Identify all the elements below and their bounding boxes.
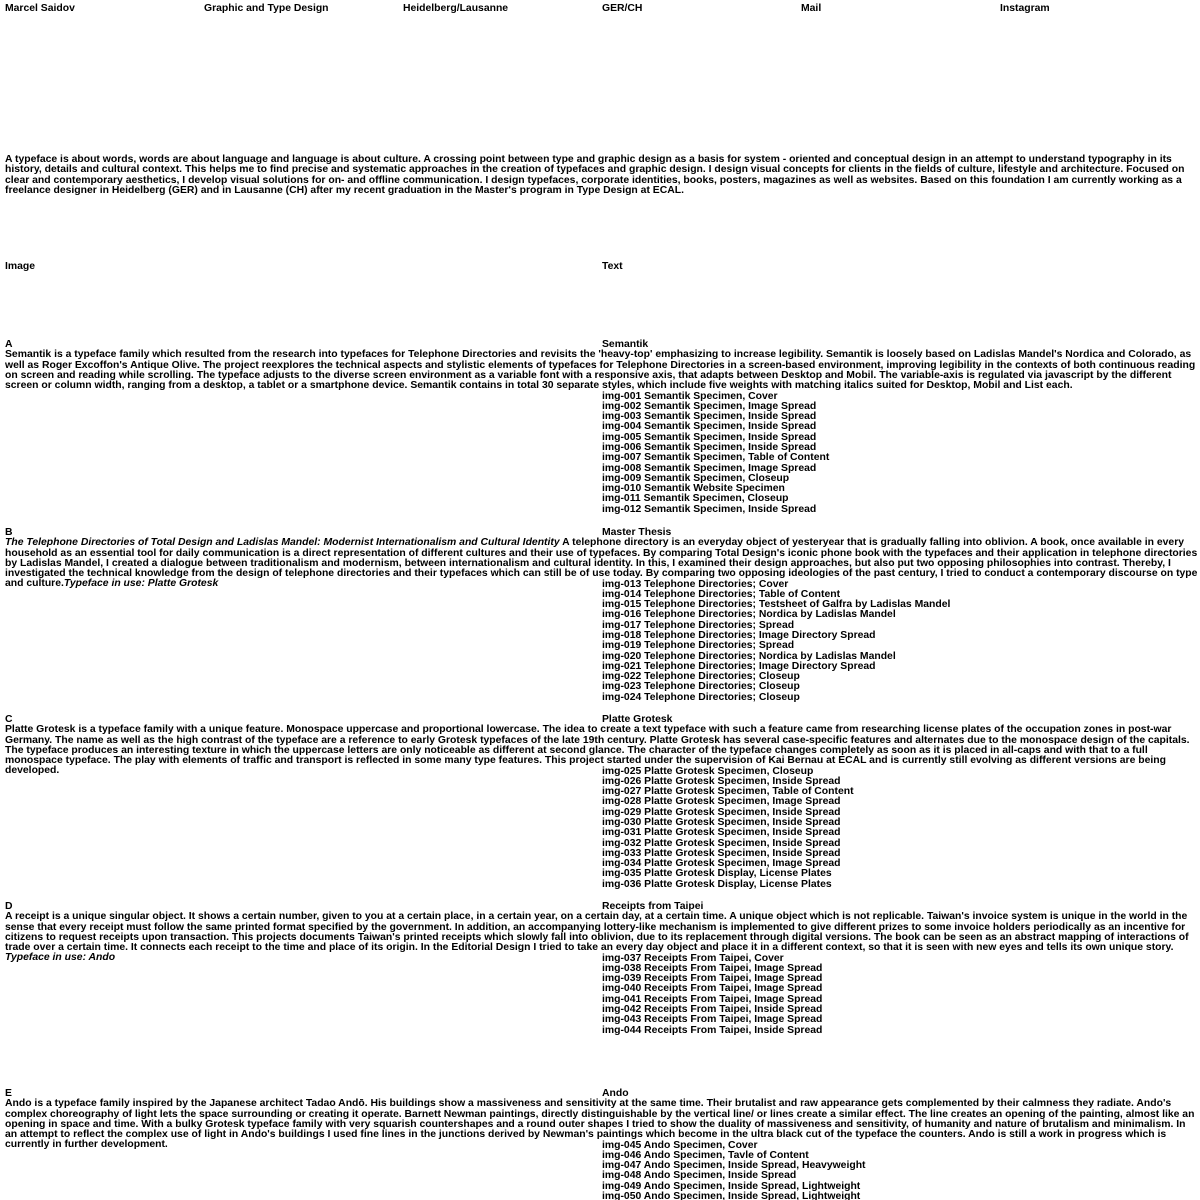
image-list-item[interactable]: img-037 Receipts From Taipei, Cover (602, 952, 784, 964)
image-list-item[interactable]: img-034 Platte Grotesk Specimen, Image Spread (602, 858, 841, 870)
image-list-item[interactable]: img-033 Platte Grotesk Specimen, Inside Spread (602, 847, 841, 859)
nav-cities: Heidelberg/Lausanne (403, 3, 509, 14)
project-title[interactable]: Receipts from Taipei (602, 901, 704, 912)
image-list-item[interactable]: img-041 Receipts From Taipei, Image Spread (602, 993, 823, 1005)
image-list-item[interactable]: img-003 Semantik Specimen, Inside Spread (602, 411, 817, 423)
image-list-item[interactable]: img-045 Ando Specimen, Cover (602, 1139, 758, 1151)
project-description (5, 350, 1200, 391)
image-list-item[interactable]: img-027 Platte Grotesk Specimen, Table of Content (602, 786, 854, 798)
project-title[interactable]: Platte Grotesk (602, 714, 673, 725)
image-list-item[interactable]: img-010 Semantik Website Specimen (602, 483, 785, 495)
image-list-item[interactable]: img-009 Semantik Specimen, Closeup (602, 472, 790, 484)
project-title[interactable]: Ando (602, 1088, 629, 1099)
project-letter[interactable]: A (5, 339, 13, 350)
image-list-item[interactable]: img-019 Telephone Directories; Spread (602, 640, 795, 652)
typeface-note: Typeface in use: Ando (5, 952, 116, 964)
image-list-item[interactable]: img-007 Semantik Specimen, Table of Content (602, 452, 830, 464)
image-list-item[interactable]: img-042 Receipts From Taipei, Inside Spread (602, 1003, 823, 1015)
image-list-item[interactable]: img-025 Platte Grotesk Specimen, Closeup (602, 765, 814, 777)
image-list-item[interactable]: img-018 Telephone Directories; Image Directory Spread (602, 629, 876, 641)
image-list-item[interactable]: img-046 Ando Specimen, Tavle of Content (602, 1149, 809, 1161)
image-list-item[interactable]: img-044 Receipts From Taipei, Inside Spread (602, 1024, 823, 1036)
image-list-item[interactable]: img-048 Ando Specimen, Inside Spread (602, 1170, 797, 1182)
image-list (602, 1141, 866, 1200)
nav-name-link[interactable]: Marcel Saidov (5, 3, 75, 14)
image-list-item[interactable]: img-023 Telephone Directories; Closeup (602, 681, 800, 693)
image-list-item[interactable]: img-004 Semantik Specimen, Inside Spread (602, 421, 817, 433)
project-letter[interactable]: C (5, 714, 13, 725)
image-list-item[interactable]: img-031 Platte Grotesk Specimen, Inside Spread (602, 827, 841, 839)
image-list-item[interactable]: img-021 Telephone Directories; Image Directory Spread (602, 660, 876, 672)
image-list-item[interactable]: img-029 Platte Grotesk Specimen, Inside Spread (602, 806, 841, 818)
intro-text: A typeface is about words, words are about language and language is about culture. A crossing point between type and graphic design as a basis for system - oriented and conceptual design in an attempt to understand typography in its history, details and cultural context. This helps me to find precise and systematic approaches in the creation of typefaces and graphic design. I design visual concepts for clients in the fields of culture, lifestyle and architecture. Focused on clear and contemporary aesthetics, I develop visual solutions for on- and offline communication. I design typefaces, corporate identities, books, posters, magazines as well as websites. Based on this foundation I am currently working as a freelance designer in Heidelberg (GER) and in Lausanne (CH) after my recent graduation in the Master's program in Type Design at ECAL. (5, 154, 1185, 196)
image-list-item[interactable]: img-006 Semantik Specimen, Inside Spread (602, 441, 817, 453)
typeface-note: Typeface in use: Platte Grotesk (63, 578, 219, 590)
image-list-item[interactable]: img-035 Platte Grotesk Display, License Plates (602, 868, 832, 880)
nav-countries: GER/CH (602, 3, 643, 14)
image-list (602, 954, 822, 1036)
image-list-item[interactable]: img-050 Ando Specimen, Inside Spread, Lightweight (602, 1190, 861, 1200)
image-list-item[interactable]: img-047 Ando Specimen, Inside Spread, Heavyweight (602, 1160, 866, 1172)
image-list-item[interactable]: img-001 Semantik Specimen, Cover (602, 390, 778, 402)
image-list-item[interactable]: img-011 Semantik Specimen, Closeup (602, 493, 789, 505)
top-nav (5, 4, 1200, 16)
image-list (602, 767, 854, 891)
image-list-item[interactable]: img-016 Telephone Directories; Nordica by Ladislas Mandel (602, 609, 896, 621)
image-list-item[interactable]: img-026 Platte Grotesk Specimen, Inside Spread (602, 775, 841, 787)
image-list-item[interactable]: img-005 Semantik Specimen, Inside Spread (602, 431, 817, 443)
text-column-toggle[interactable]: Text (602, 261, 623, 272)
image-list-item[interactable]: img-012 Semantik Specimen, Inside Spread (602, 503, 817, 515)
image-list-item[interactable]: img-022 Telephone Directories; Closeup (602, 671, 800, 683)
image-list-item[interactable]: img-020 Telephone Directories; Nordica by Ladislas Mandel (602, 650, 896, 662)
image-list-item[interactable]: img-008 Semantik Specimen, Image Spread (602, 462, 817, 474)
nav-discipline: Graphic and Type Design (204, 3, 329, 14)
project-title[interactable]: Master Thesis (602, 527, 672, 538)
image-list-item[interactable]: img-030 Platte Grotesk Specimen, Inside Spread (602, 816, 841, 828)
image-list-item[interactable]: img-040 Receipts From Taipei, Image Spread (602, 983, 823, 995)
image-list (602, 580, 950, 704)
image-list (602, 392, 829, 516)
image-list-item[interactable]: img-039 Receipts From Taipei, Image Spread (602, 973, 823, 985)
image-list-item[interactable]: img-049 Ando Specimen, Inside Spread, Lightweight (602, 1180, 861, 1192)
image-list-item[interactable]: img-038 Receipts From Taipei, Image Spread (602, 962, 823, 974)
project-letter[interactable]: B (5, 527, 13, 538)
image-list-item[interactable]: img-043 Receipts From Taipei, Image Spread (602, 1014, 823, 1026)
image-list-item[interactable]: img-017 Telephone Directories; Spread (602, 619, 795, 631)
image-list-item[interactable]: img-015 Telephone Directories; Testsheet of Galfra by Ladislas Mandel (602, 599, 951, 611)
image-list-item[interactable]: img-032 Platte Grotesk Specimen, Inside Spread (602, 837, 841, 849)
project-body: Semantik is a typeface family which resulted from the research into typefaces for Telephone Directories and revisits the 'heavy-top' emphasizing to increase legibility. Semantik is loosely based on Ladislas Mandel's Nordica and Colorado, as well as Roger Excoffon's Antique Olive. The project reexplores the technical aspects and stylistic elements of typefaces for Telephone Directories in a screen-based environment, improving legibility in the contexts of both continuous reading on screen and reading while scrolling. The typeface adjusts to the diverse screen environment as a variable font with a responsive axis, that adapts between Desktop and Mobil. The variable-axis is regulated via javascript by the different screen or column width, ranging from a desktop, a tablet or a smartphone device. Semantik contains in total 30 separate styles, which include five weights with matching italics suited for Desktop, Mobil and List each. (5, 349, 1196, 392)
image-list-item[interactable]: img-013 Telephone Directories; Cover (602, 578, 789, 590)
image-list-item[interactable]: img-028 Platte Grotesk Specimen, Image Spread (602, 796, 841, 808)
project-body: A telephone directory is an everyday object of yesteryear that is gradually falling into oblivion. A book, once available in every household as an essential tool for daily communication is a direct representation of different cultures and their use of typefaces. By comparing Total Design's iconic phone book with the typefaces and their application in telephone directories by Ladislas Mandel, I created a dialogue between traditionalism and modernism, between internationalism and cultural identity. In this, I examined their design approaches, but also put two opposing philosophies into contrast. Thereby, I investigated the technical knowledge from the design of telephone directories and their typefaces which can still be of use today. By comparing two opposing ideologies of the past century, I tried to conduct a contemporary discourse on type and culture. (5, 537, 1198, 590)
project-body: Ando is a typeface family inspired by the Japanese architect Tadao Andō. His buildings show a massiveness and sensitivity at the same time. Their brutalist and raw appearance gets complemented by their calmness they radiate. Ando's complex choreography of light lets the space surrounding or creating it operate. Barnett Newman paintings, directly distinguishable by the vertical line/ or lines create a similar effect. The line creates an opening of the painting, almost like an opening in space and time. With a bulky Grotesk typeface family with very squarish countershapes and a round outer shapes I tried to show the duality of massiveness and sensitivity, of humanity and nature of brutalism and minimalism. In an attempt to reflect the complex use of light in Ando's buildings I used fine lines in the junctions derived by Newman's paintings which become in the ultra black cut of the typeface the counters. Ando is still a work in progress which is currently in further development. (5, 1098, 1195, 1151)
project-body: A receipt is a unique singular object. It shows a certain number, given to you at a certain place, in a certain year, on a certain day, at a certain time. A unique object which is not replicable. Taiwan's invoice system is unique in the world in the sense that every receipt must follow the same printed format specified by the government. In addition, an accompanying lottery-like mechanism is implemented to give different prizes to some invoice holders periodically as an incentive for citizens to request receipts upon transaction. This projects documents Taiwan's printed receipts which slowly fall into oblivion, due to its replacement through digital versions. The book can be seen as an abstract mapping of interactions of trade over a certain time. It connects each receipt to the time and place of its origin. In the Editorial Design I tried to take an every day object and place it in a different context, so that it is seen with new eyes and tells its own unique story. (5, 911, 1189, 954)
project-title[interactable]: Semantik (602, 339, 649, 350)
project-letter[interactable]: D (5, 901, 13, 912)
nav-mail-link[interactable]: Mail (801, 3, 822, 14)
image-list-item[interactable]: img-024 Telephone Directories; Closeup (602, 691, 800, 703)
nav-instagram-link[interactable]: Instagram (1000, 3, 1050, 14)
project-body: Platte Grotesk is a typeface family with a unique feature. Monospace uppercase and proportional lowercase. The idea to create a text typeface with such a feature came from researching license plates of the occupation zones in post-war Germany. The name as well as the high contrast of the typeface are a reference to early Grotesk typefaces of the late 19th century. Platte Grotesk has several case-specific features and alternates due to the monospace design of the capitals. The typeface produces an interesting texture in which the uppercase letters are only noticeable as different at second glance. The character of the typeface changes completely as soon as it is placed in all-caps and with that to a full monospace typeface. The play with elements of traffic and transport is reflected in some many type features. This project started under the supervision of Kai Bernau at ECAL and is currently still evolving as different versions are being developed. (5, 724, 1190, 777)
image-list-item[interactable]: img-036 Platte Grotesk Display, License Plates (602, 878, 832, 890)
image-list-item[interactable]: img-014 Telephone Directories; Table of Content (602, 588, 841, 600)
column-toggle (5, 262, 1195, 274)
project-lead: The Telephone Directories of Total Design and Ladislas Mandel: Modernist Internationalism and Cultural Identity (5, 537, 560, 549)
project-letter[interactable]: E (5, 1088, 12, 1099)
image-list-item[interactable]: img-002 Semantik Specimen, Image Spread (602, 400, 817, 412)
image-column-toggle[interactable]: Image (5, 261, 36, 272)
